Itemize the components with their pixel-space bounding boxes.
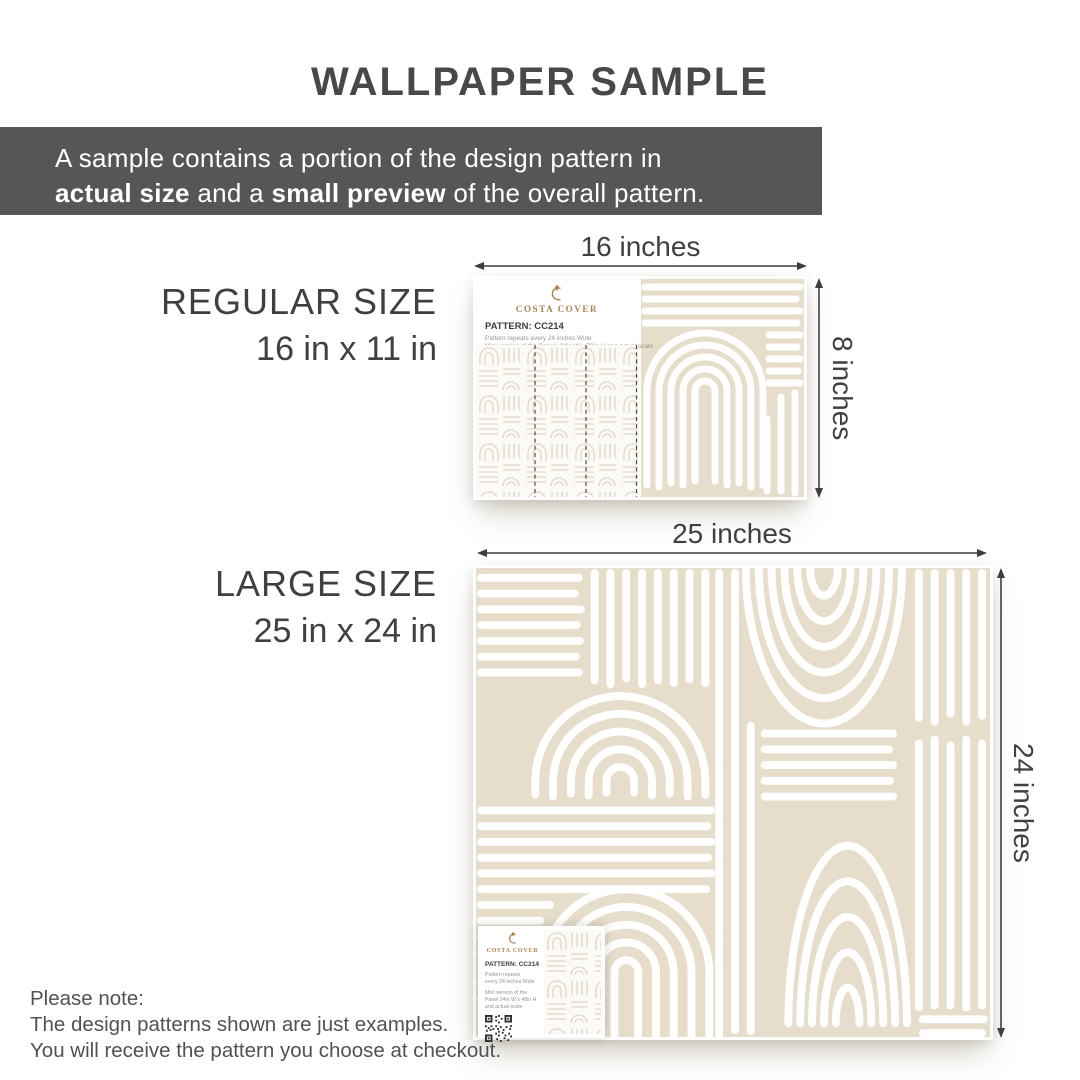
pattern-code: PATTERN: CC214 — [485, 961, 539, 968]
repeat-note-line1: Pattern repeats — [485, 972, 521, 978]
large-width-arrow — [476, 547, 988, 559]
large-sample — [473, 565, 993, 1040]
brand-emblem-icon — [473, 284, 641, 302]
regular-width-label: 16 inches — [580, 231, 701, 262]
regular-sample-pattern — [641, 279, 804, 497]
page-title: WALLPAPER SAMPLE — [311, 60, 769, 104]
large-size-label: LARGE SIZE 25 in x 24 in — [214, 563, 437, 650]
large-width-label: 25 inches — [672, 518, 792, 549]
regular-width-arrow — [473, 260, 808, 272]
pattern-mini-preview — [476, 345, 638, 497]
mini-note-line3: and actual scale — [485, 1004, 523, 1010]
description-banner — [0, 127, 822, 215]
footer-note-heading: Please note: — [30, 987, 144, 1010]
pattern-code: PATTERN: CC214 — [485, 321, 564, 332]
repeat-note-line2: every 24 inches Wide — [485, 979, 535, 985]
brand-name: COSTA COVER — [515, 304, 599, 314]
footer-note — [30, 986, 501, 1064]
banner-line-2: actual size and a small preview of the overall pattern. — [55, 178, 705, 208]
footer-note-line1: The design patterns shown are just examples. — [30, 1013, 449, 1036]
mini-note-line2: Panel 24in W x 48in H — [485, 997, 537, 1003]
regular-size-label: REGULAR SIZE 16 in x 11 in — [160, 281, 437, 368]
brand-name: COSTA COVER — [486, 948, 539, 954]
banner-line-1: A sample contains a portion of the design pattern in — [55, 143, 662, 173]
large-height-arrow — [995, 567, 1007, 1039]
regular-height-arrow — [813, 277, 825, 499]
brand-emblem-icon — [485, 931, 540, 945]
large-height-label: 24 inches — [1008, 743, 1039, 863]
mini-note-line1: Mini version of the — [485, 990, 528, 996]
footer-note-line2: You will receive the pattern you choose at checkout. — [30, 1039, 502, 1062]
regular-sample — [473, 276, 807, 500]
repeat-note: Pattern repeats every 24 inches Wide — [485, 335, 592, 342]
regular-height-label: 8 inches — [827, 335, 858, 441]
pattern-mini-preview — [544, 930, 601, 1034]
regular-sample-info-card — [473, 276, 641, 500]
